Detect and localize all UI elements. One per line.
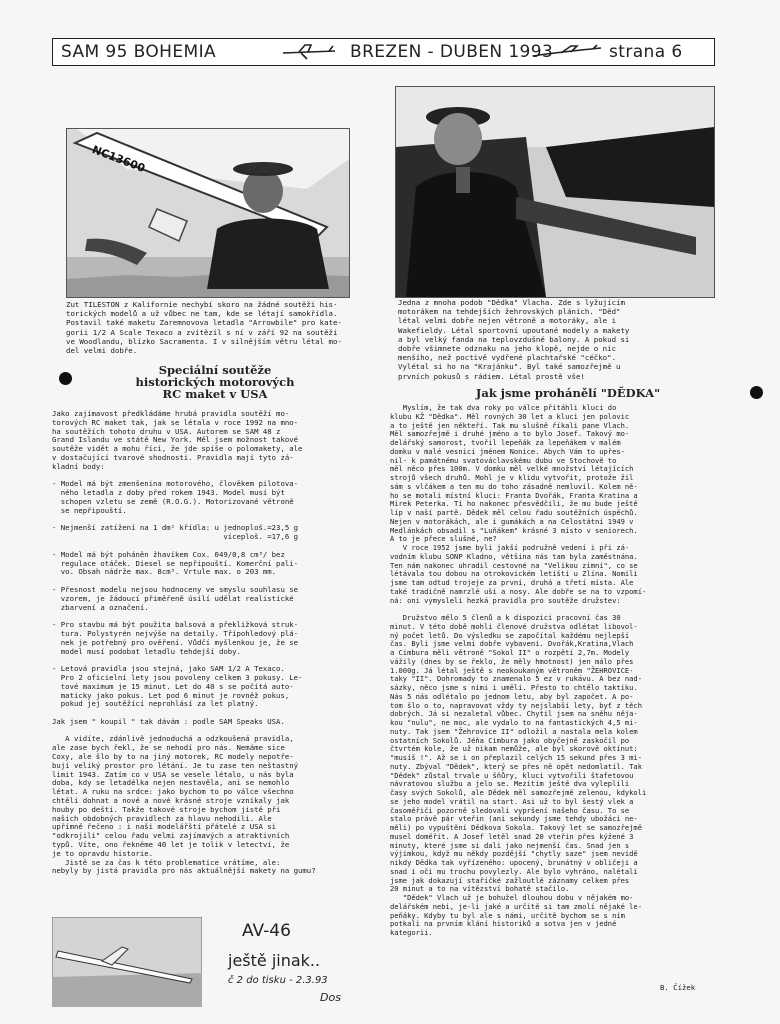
club-name: SAM 95 BOHEMIA [61,42,217,62]
article-left-body: Jako zajímavost předkládáme hrubá pravidla soutěží mo- torových RC maket tak, jak se létala v roce 1992 na mno- ha soutěžích tohoto druhu v USA. Autorem se SAM 48 z Grand Islandu ve státě New York. Měl jsem možnost takové soutěže vidět a mohu říci, že jde spíše o polomakety, ale v dostačující tvarové shodnosti. Pravidla mají tyto zá- kladní body: - Model má být zmenšenina motorového, člověkem pilotova- ného letadla z doby před rokem 1943. Model musí být schopen vzletu se země (R.O.G.). Motorizované větroně se nepřipouští. - Nejmenší zatížení na 1 dm² křídla: u jednoploš.=23,5 g víceploš. =17,6 g - Model má být poháněn žhavíkem Cox. 049/0,8 cm³/ bez regulace otáček. Diesel se nepřipouští. Komerční pali- vo. Obsah nádrže max. 8cm³. Vrtule max. o 203 mm. - Přesnost modelu nejsou hodnoceny ve smyslu souhlasu se vzorem, je žádoucí přiměřeně úsilí udělat realistické zbarvení a označení. - Pro stavbu má být použita balsová a překližková struk- tura. Polystyrén nejvýše na detaily. Třípohledový plá- nek je potřebný pro ověření. Vůdčí myšlenkou je, že se model musí podobat letadlu tehdejší doby. - Letová pravidla jsou stejná, jako SAM 1/2 A Texaco. Pro 2 oficielní lety jsou povoleny celkem 3 pokusy. Le- tové maximum je 15 minut. Let do 40 s se počítá auto- maticky jako pokus. Let pod 6 minut je rovněž pokus, pokud jej soutěžící neprohlásí za let platný. Jak jsem " koupil " tak dávám : podle SAM Speaks USA. A vidíte, zdánlivě jednoduchá a odzkoušená pravidla, ale zase bych řekl, že se nehodí pro nás. Nemáme sice Coxy, ale šlo by to na jiný motorek, RC modely nepotře- bují veliký prostor pro létání. Je tu zase ten neštastný limit 1943. Zatím co v USA se vesele létalo, u nás byla doba, kdy se letadélka nejen nestavěla, ani se nemohlo létat. A ruku na srdce: jako bychom to po válce všechno chtěli dohnat a nové a nové krásné stroje vznikaly jak houby po dešti. Takže takové stroje bychom jistě při našich obdobných pravidlech za hlavu nehodili. Ale upřímně řečeno : i naši modelářští přátelé z USA si "odkrojili" celou řadu velmi zajímavých a atraktivních typů. Víte, ono řekněme 40 let je tolik v letectví, že je to opravdu historie. Jistě se za čas k této problematice vrátíme, ale: nebyly by jistá pravidla pro nás aktuálnější makety na gumu? [52,409,316,876]
aircraft-registration: NC13600 [90,143,147,176]
article-right-title: Jak jsme prohánělí "DĚDKA" [475,386,661,400]
issue-date: BREZEN - DUBEN 1993 [350,42,554,62]
ad-line-1: ještě jinak.. [228,951,321,970]
section-bullet-icon [59,372,72,385]
page-header [52,38,715,66]
ad-signature: Dos [320,991,341,1004]
right-photo-caption: Jedna z mnoha podob "Dědka" Vlacha. Zde s lyžujícím motorákem na tehdejších žehrovských pláních. "Děd" létal velmi dobře nejen větroně a motoráky, ale i Wakefieldy. Létal sportovní upoutané modely a makety a byl velký fanda na teplovzdušné balony. A pokud si dobře všimnete odznaku na jeho klopě, nejde o nic menšího, než poctivě vydřené plachtařské "céčko". Vylétal si ho na "Krajánku". Byl také samozřejmě u prvních pokusů s rádiem. Létal prostě vše! [398,298,630,381]
ad-title: AV-46 [242,921,291,941]
article-left-title: Speciální soutěže historických motorových RC maket v USA [135,363,295,401]
glider-logo-icon [531,44,603,60]
article-right-author: B. Čížek [660,983,696,992]
article-right-body: Myslím, že tak dva roky po válce přitáhli kluci do klubu KŽ "Dědka". Měl rovných 30 let a kluci jen polovic a to ještě jen někteří. Tak mu slušně říkali pane Vlach. Měl samozřejmě i druhé jméno a to bylo Josef. Takový mo- delářský samorost, tvořil lepeňák za lepeňákem v malém domku v malé vesnici jménem Nonice. Abych Vám to upřes- nil- k památnému svatováclavskému dubu ve Stochově to měl něco přes 100m. V domku měl velké množství létajících strojů všech druhů. Mohl je v klidu vytvořit, protože žil sám s vlčákem a ten mu do toho zásadně nemluvil. Kolem ně- ho se motali místní kluci: Franta Dvořák, Franta Kratina a Mirek Peterka. Ti ho nakonec přesvědčili, že mu bude ještě líp v naší partě. Dědek měl celou řadu soutěžních úspěchů. Nejen v motorákách, ale i gumákách a na Celostátní 1949 v Medlánkách obsadil s "Luňákem" krásné 3 místo v seniorech. A to je přece slušné, ne? V roce 1952 jsme byli jakší podružně vedení i při zá- vodním klubu SONP Kladno, většina nás tam byla zaměstnána. Ten nám nakonec uhradil cestovné na "Velikou zimní", co se létávala tou dobou na otrokovickém letišti u Zlína. Nomili jsme tam odtud trojeje za první, druhá a třetí místa. Ale také tradičně namrzlé uši a nosy. Ale dobře se na to vzpomí- ná: oni vymysleli hezká pravidla pro soutěže družstev: Družstvo mělo 5 členů a k dispozici pracovní čas 30 minut. V této době mohli členové družstva odlétat libovol- ný počet letů. Do výsledku se započítal každému nejlepší čas. Byli jsme velmi dobře vybaveni. Dvořák,Kratina,Vlach a Cimbura měli větroně "Sokol II" o rozpětí 2,7m. Modely vážily (dnes by se řeklo, že měly hmotnost) jen málo přes 1.000g. Já létal ještě s neokoukaným větroněm "ŽEHROVICE- taky "II". Dohromady to znamenalo 5 ez v rukávu. A bez nad- sázky, něco jsme s nimi i uměli. Přesto to chtělo taktiku. Nás 5 nás odlétalo po jednom letu, aby byl započet. A po- tom šlo o to, napravovat vždy ty nejslabší lety, byť z těch dobrých. Já si nezaletal vůbec. Chytil jsem na sněhu něja- kou "nulu", ne moc, ale vydalo to na fantastických 4,5 mi- nuty. Tak jsem "Žehrovice II" odložil a nastala mela kolem ostatních Sokolů. Jéňa Cimbura jako obyčejně zaskočil po čtvrtém kole, že už nikam nemůže, ale byl skorově oktínut: "musíš !". Až se i on přeplazil celých 15 sekund přes 3 mi- nuty. Zbýval "Dědek", který se přes ně opět nedomlatil. Tak "Dědek" zůstal trvale u šňůry, kluci vytvořili štafetovou návratovou službu a jelo se. Mezitím ještě dva vyleplili časy svých Sokolů, ale Dědek měl samozřejmě zelenou, kdykoli se jeho model vrátil na start. Asi už to byl šestý vlek a časoměřiči pozorně sledovali vypršení našeho času. To se stalo právě pár vteřin (ani sekundy jsme tehdy ubožáci ne- měli) po vypuštění Dědkova Sokola. Takový let se samozřejmě musel doměřit. A Josef letěl snad 20 vteřin přes kýžené 3 minuty, které jsme si dali jako nejmenší čas. Snad jen s výjimkou, když mu někdy pozdější "chytly saze" jsem nevidě nikdy Dědka tak vyřízeného: upocený, brunátný v obličeji a snad i oči mu trochu povylezly. Ale bylo vyhráno, nalétali jsme jak dokazují staříčké zažloutlé záznamy celkem přes 20 minut a to na vítězství bohatě stačilo. "Dědek" Vlach už je bohužel dlouhou dobu v nějakém mo- delářském nebi, je-li jaké a určitě si tam zmolí nějaké le- peňáky. Kdyby tu byl ale s námi, určitě bychom se s ním potkali na prvním klání historiků a sotva jen v jedné kategorii. [390,403,647,937]
page-number: strana 6 [609,42,683,62]
photo-tileston-model [66,128,350,298]
airplane-logo-icon [281,43,337,61]
glider-photo [52,917,202,1007]
section-bullet-icon [750,386,763,399]
ad-line-2: č 2 do tisku - 2.3.93 [228,975,328,986]
ad-box [52,917,374,1011]
photo-image [396,87,714,297]
photo-dedek-vlach [395,86,715,298]
left-photo-caption: Zut TILESTON z Kalifornie nechybí skoro na žádné soutěži his- torických modelů a už vůbec ne tam, kde se létají samokřídla. Postavil také maketu Zaremnovova letadla "Arrowbile" pro kate- gorii 1/2 A Scale Texaco a zvítězil s ní v září 92 na soutěži ve Woodlandu, blízko Sacramenta. I v silnějším větru létal mo- del velmi dobře. [66,300,342,356]
